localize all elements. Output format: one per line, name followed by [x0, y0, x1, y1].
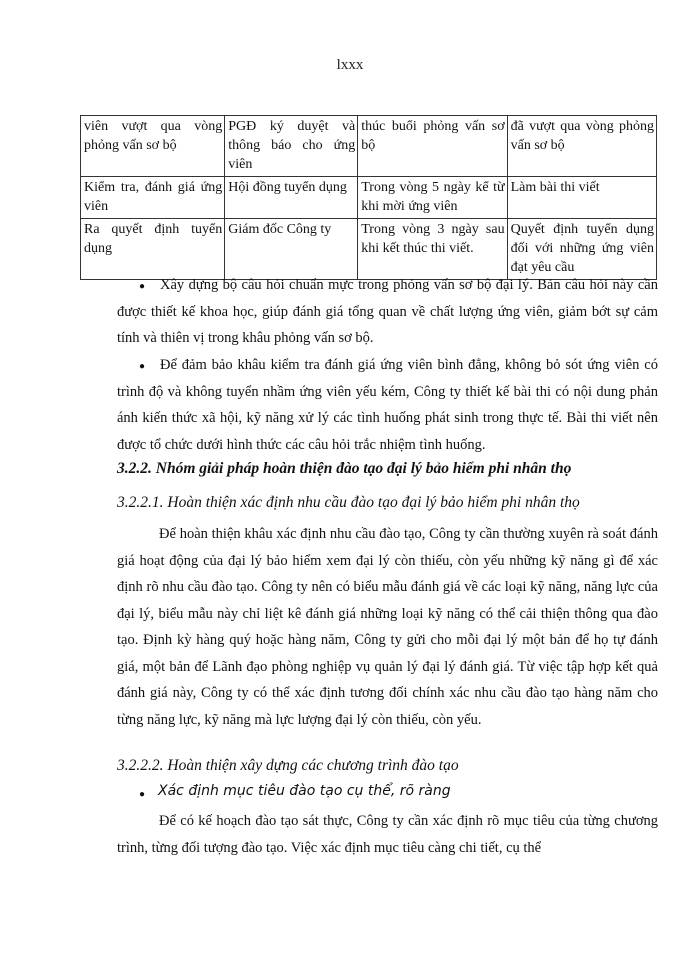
table-row	[81, 177, 657, 219]
bullet-paragraph-written-test: Để đảm bảo khâu kiểm tra đánh giá ứng viên bình đẳng, không bỏ sót ứng viên có trình độ và không tuyển nhầm ứng viên yếu kém, Công ty thiết kế bài thi có nội dung phản ánh kiến thức xã hội, kỹ năng xử lý các tình huống phát sinh trong thực tế. Bài thi viết nên được tổ chức dưới hình thức các câu hỏi trắc nhiệm tình huống.	[117, 357, 658, 453]
table-cell: đã vượt qua vòng phỏng vấn sơ bộ	[507, 116, 656, 177]
paragraph-training-goals: Để có kế hoạch đào tạo sát thực, Công ty cần xác định rõ mục tiêu của từng chương trình, từng đối tượng đào tạo. Việc xác định mục tiêu càng chi tiết, cụ thể	[117, 813, 658, 856]
table-cell: Ra quyết định tuyển dụng	[81, 219, 225, 280]
table-cell: Làm bài thi viết	[507, 177, 656, 219]
subsection-heading-programs: 3.2.2.2. Hoàn thiện xây dựng các chương trình đào tạo	[117, 757, 459, 774]
section-heading: 3.2.2. Nhóm giải pháp hoàn thiện đào tạo đại lý bảo hiểm phi nhân thọ	[117, 460, 572, 477]
bullet-paragraph-questions: Xây dựng bộ câu hỏi chuẩn mực trong phỏng vấn sơ bộ đại lý. Bản câu hỏi này cần được thiết kế khoa học, giúp đánh giá tổng quan về chất lượng ứng viên, giảm bớt sự cảm tính và thiên vị trong khâu phỏng vấn sơ bộ.	[117, 277, 658, 346]
table-cell: thúc buổi phỏng vấn sơ bộ	[358, 116, 507, 177]
bullet-dot-icon: ●	[138, 361, 146, 372]
page-number: lxxx	[336, 57, 364, 73]
table-row	[81, 116, 657, 177]
table-cell: Trong vòng 3 ngày sau khi kết thúc thi viết.	[358, 219, 507, 280]
bullet-training-goals: Xác định mục tiêu đào tạo cụ thể, rõ ràng	[158, 783, 451, 799]
bullet-dot-icon: ●	[138, 789, 146, 800]
paragraph-training-needs: Để hoàn thiện khâu xác định nhu cầu đào tạo, Công ty cần thường xuyên rà soát đánh giá hoạt động của đại lý bảo hiểm xem đại lý còn thiếu, còn yếu những kỹ năng gì để xác định rõ nhu cầu đào tạo. Công ty nên có biểu mẫu đánh giá về các loại kỹ năng, năng lực của đại lý, biểu mẫu này chỉ liệt kê đánh giá những loại kỹ năng có thể cải thiện thông qua đào tạo. Định kỳ hàng quý hoặc hàng năm, Công ty gửi cho mỗi đại lý một bản để họ tự đánh giá, một bản để Lãnh đạo phòng nghiệp vụ quản lý đại lý đánh giá. Từ việc tập hợp kết quả đánh giá này, Công ty có thể xác định tương đối chính xác nhu cầu đào tạo hàng năm cho từng năng lực, kỹ năng mà lực lượng đại lý còn thiếu, còn yếu.	[117, 526, 658, 728]
table-cell: PGĐ ký duyệt và thông báo cho ứng viên	[225, 116, 358, 177]
table-cell: Trong vòng 5 ngày kể từ khi mời ứng viên	[358, 177, 507, 219]
table-cell: Giám đốc Công ty	[225, 219, 358, 280]
recruitment-table	[80, 115, 657, 280]
subsection-heading-needs: 3.2.2.1. Hoàn thiện xác định nhu cầu đào tạo đại lý bảo hiểm phi nhân thọ	[117, 494, 580, 511]
table-cell: viên vượt qua vòng phỏng vấn sơ bộ	[81, 116, 225, 177]
bullet-dot-icon: ●	[138, 281, 146, 292]
table-cell: Hội đồng tuyển dụng	[225, 177, 358, 219]
table-cell: Quyết định tuyển dụng đối với những ứng viên đạt yêu cầu	[507, 219, 656, 280]
table-cell: Kiểm tra, đánh giá ứng viên	[81, 177, 225, 219]
table-row	[81, 219, 657, 280]
